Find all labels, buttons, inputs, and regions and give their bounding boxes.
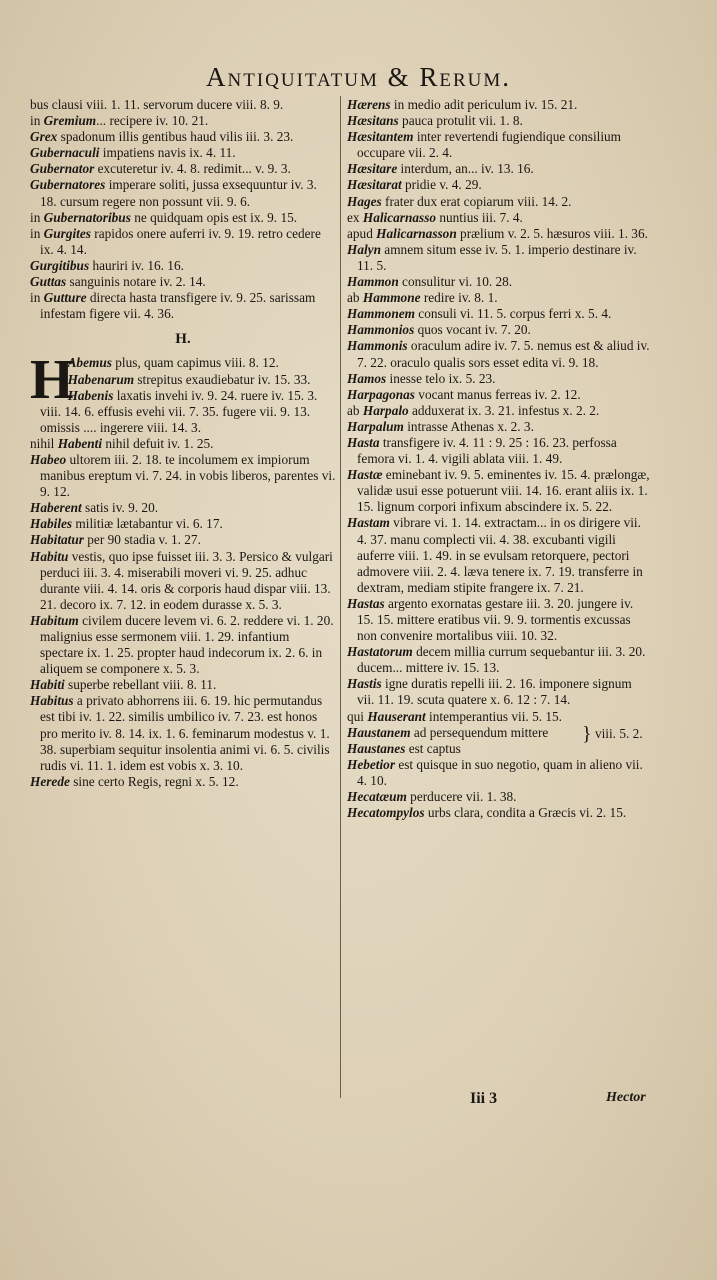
entry-headword: Haustanem [347, 724, 411, 740]
index-entry [347, 290, 651, 306]
entry-text: ultorem iii. 2. 18. te incolumem ex impiorum manibus ereptum vi. 7. 24. in vobis liberos, parentes vi. 9. 12. [40, 451, 336, 500]
index-entry [30, 258, 336, 274]
entry-headword: Hammonios [347, 322, 415, 338]
index-entry [347, 177, 651, 193]
entry-headword: Habeo [30, 451, 67, 467]
index-entry [30, 516, 336, 532]
index-entry [347, 338, 651, 370]
drop-cap-initial: H [30, 349, 74, 412]
entry-headword: Hammonem [347, 306, 415, 322]
entry-text: ... recipere iv. 10. 21. [96, 113, 209, 129]
entry-headword: Hæsitarat [347, 177, 402, 193]
index-entry [30, 355, 336, 371]
index-entry [30, 452, 336, 500]
entry-text: consuli vi. 11. 5. corpus ferri x. 5. 4. [414, 306, 612, 322]
entry-headword: Habenarum [67, 371, 135, 387]
entry-text: inter revertendi fugiendique consilium occupare vii. 2. 4. [357, 129, 622, 161]
catchword: Hector [606, 1090, 646, 1105]
index-entry [347, 676, 651, 708]
index-entry [30, 274, 336, 290]
entry-headword: Gremium [43, 113, 97, 129]
index-entry [347, 226, 651, 242]
entry-text: oraculum adire iv. 7. 5. nemus est & aliud iv. 7. 22. oraculo qualis sors esset edita vi. 9. 18. [357, 338, 650, 370]
entry-text: ne quidquam opis est ix. 9. 15. [130, 209, 298, 225]
entry-headword: Hastam [347, 515, 390, 531]
index-entry [347, 644, 651, 676]
entry-headword: Hastæ [347, 467, 383, 483]
entry-headword: Habitum [30, 612, 79, 628]
brace-reference: viii. 5. 2. [594, 725, 643, 741]
entry-prefix: nihil [30, 435, 58, 451]
index-entry [347, 387, 651, 403]
entry-text: intemperantius vii. 5. 15. [425, 708, 562, 724]
entry-headword: Hastas [347, 595, 385, 611]
entry-text: inesse telo ix. 5. 23. [386, 370, 496, 386]
entry-prefix: ex [347, 209, 363, 225]
entry-headword: Hæsitans [347, 113, 399, 129]
entry-text: transfigere iv. 4. 11 : 9. 25 : 16. 23. perfossa femora vi. 1. 4. vigili ablata viii. 1. 49. [357, 434, 617, 467]
entry-headword: Grex [30, 129, 58, 145]
index-entry [347, 741, 572, 757]
entry-prefix: in [30, 113, 44, 129]
entry-text: nuntius iii. 7. 4. [436, 209, 523, 225]
entry-prefix: in [30, 209, 44, 225]
index-entry [347, 403, 651, 419]
entry-text: per 90 stadia v. 1. 27. [83, 532, 201, 548]
entry-headword: Halyn [347, 241, 381, 257]
entry-headword: Hauserant [367, 708, 426, 724]
index-entry [347, 435, 651, 467]
entry-text: civilem ducere levem vi. 6. 2. reddere vi. 1. 20. malignius esse sermonem viii. 1. 29. infantium spectare ix. 1. 25. propter haud indecorum ix. 2. 6. in aliquem se componere x. 5. 3. [40, 612, 334, 677]
entry-text: sine certo Regis, regni x. 5. 12. [69, 773, 239, 789]
entry-text: intrasse Athenas x. 2. 3. [403, 418, 534, 434]
entry-text: bus clausi viii. 1. 11. servorum ducere viii. 8. 9. [30, 97, 284, 112]
entry-headword: Halicarnasso [362, 209, 437, 225]
entry-headword: Hecatæum [347, 789, 407, 805]
left-entries-h [30, 349, 336, 790]
entry-prefix: in [30, 225, 44, 241]
entry-text: militiæ lætabantur vi. 6. 17. [72, 516, 223, 532]
entry-text: nihil defuit iv. 1. 25. [102, 435, 214, 451]
entry-text: in medio adit periculum iv. 15. 21. [390, 97, 578, 112]
entry-headword: Habenis [67, 387, 114, 403]
entry-headword: Hebetior [347, 756, 396, 772]
entry-text: quos vocant iv. 7. 20. [414, 322, 531, 338]
index-entry [347, 274, 651, 290]
entry-headword: Gubernatores [30, 177, 106, 193]
index-entry [347, 371, 651, 387]
index-entry [30, 677, 336, 693]
entry-text: pauca protulit vii. 1. 8. [398, 113, 523, 129]
index-entry [347, 757, 651, 789]
entry-text: plus, quam capimus viii. 8. 12. [111, 355, 279, 371]
entry-text: a privato abhorrens iii. 6. 19. hic permutandus est tibi iv. 1. 22. similis umbilico iv. 7. 23. est honos pro merito iv. 8. 14. ix. 1. 6. feminarum modestus v. 1. 38. superbiam sequitur insolentia animi vi. 6. 5. civilis rudis vi. 11. 1. idem est vobis x. 3. 10. [40, 693, 330, 773]
entry-text: interdum, an... iv. 13. 16. [397, 161, 534, 177]
index-entry [347, 210, 651, 226]
entry-prefix: ab [347, 290, 363, 306]
entry-headword: Hasta [347, 434, 380, 450]
entry-text: rapidos onere auferri iv. 9. 19. retro cedere ix. 4. 14. [40, 225, 321, 257]
entry-headword: Hamos [347, 370, 387, 386]
entry-text: vibrare vi. 1. 14. extractam... in os dirigere vii. 4. 37. manu complecti vii. 4. 38. excubanti vigili auferre viii. 1. 49. in se evulsam retorquere, pectori admovere viii. 2. 4. læva tenere ix. 7. 19. transferre in dextram, mediam stipite frangere ix. 7. 21. [357, 515, 643, 595]
index-entry [30, 532, 336, 548]
index-entry [347, 161, 651, 177]
entry-text: frater dux erat copiarum viii. 14. 2. [381, 193, 572, 209]
entry-text: igne duratis repelli iii. 2. 16. imponere signum vii. 11. 19. scuta quatere x. 6. 12 : 7. 14. [357, 676, 632, 708]
index-entry [347, 129, 651, 161]
index-entry [30, 113, 336, 129]
entry-headword: Gubernator [30, 161, 95, 177]
entry-headword: Hammone [362, 290, 421, 306]
index-entry [30, 549, 336, 613]
brace-icon: } [582, 722, 592, 745]
entry-text: directa hasta transfigere iv. 9. 25. sarissam infestam figere vii. 4. 36. [40, 290, 316, 322]
entry-headword: Gubernatoribus [43, 209, 131, 225]
entry-headword: Hammon [347, 274, 399, 290]
entry-text: sanguinis notare iv. 2. 14. [66, 274, 206, 290]
entry-headword: Habitu [30, 548, 69, 564]
entry-headword: Hastatorum [347, 644, 413, 660]
entry-text: est quisque in suo negotio, quam in alieno vii. 4. 10. [357, 756, 643, 788]
entry-prefix: ab [347, 402, 363, 418]
entry-headword: Harpalum [347, 418, 404, 434]
entry-headword: Herede [30, 773, 70, 789]
entry-text: decem millia currum sequebantur iii. 3. 20. ducem... mittere iv. 15. 13. [357, 644, 646, 676]
index-entry [30, 372, 336, 388]
entry-headword: Habiti [30, 677, 65, 693]
index-entry [30, 613, 336, 677]
entry-text: urbs clara, condita a Græcis vi. 2. 15. [424, 805, 627, 821]
entry-text: redire iv. 8. 1. [420, 290, 498, 306]
entry-headword: Habiles [30, 516, 73, 532]
entry-text: argento exornatas gestare iii. 3. 20. jungere iv. 15. 15. mittere eratibus vii. 9. 9. tormentis excussas non convenire mortalibus viii. 10. 32. [357, 595, 634, 644]
entry-text: hauriri iv. 16. 16. [89, 257, 184, 273]
right-column [347, 97, 651, 821]
index-entry [30, 436, 336, 452]
entry-headword: Gurgites [43, 225, 91, 241]
entry-text: perducere vii. 1. 38. [406, 789, 517, 805]
index-entry [347, 113, 651, 129]
entry-headword: Hecatompylos [347, 805, 425, 821]
entry-text: impatiens navis ix. 4. 11. [99, 145, 236, 161]
index-entry [347, 515, 651, 595]
entry-headword: Habitus [30, 693, 74, 709]
left-entries-g [30, 97, 336, 322]
index-entry [30, 97, 336, 113]
column-divider [340, 96, 341, 1098]
entry-text: imperare soliti, jussa exsequuntur iv. 3. 18. cursum regere non possunt vii. 9. 6. [40, 177, 317, 209]
index-entry [30, 693, 336, 773]
entry-headword: Hæsitantem [347, 129, 414, 145]
entry-headword: Harpalo [362, 402, 409, 418]
entry-headword: Gutture [43, 290, 87, 306]
entry-text: excuteretur iv. 4. 8. redimit... v. 9. 3. [94, 161, 291, 177]
entry-headword: Hastis [347, 676, 382, 692]
entry-headword: Hæsitare [347, 161, 398, 177]
entry-text: consulitur vi. 10. 28. [398, 274, 513, 290]
index-entry [30, 774, 336, 790]
brace-group [347, 722, 651, 757]
entry-headword: Hages [347, 193, 382, 209]
section-letter: H. [175, 331, 191, 348]
entry-text: est captus [405, 740, 461, 756]
index-entry [347, 596, 651, 644]
running-header: Antiquitatum & Rerum. [206, 62, 511, 92]
index-entry [30, 129, 336, 145]
entry-text: superbe rebellant viii. 8. 11. [64, 677, 217, 693]
entry-text: amnem situm esse iv. 5. 1. imperio destinare iv. 11. 5. [357, 241, 637, 273]
index-entry [347, 97, 651, 113]
entry-headword: Habitatur [30, 532, 84, 548]
entry-text: vocant manus ferreas iv. 2. 12. [414, 386, 581, 402]
entry-text: strepitus exaudiebatur iv. 15. 33. [134, 371, 311, 387]
index-entry [347, 805, 651, 821]
entry-text: eminebant iv. 9. 5. eminentes iv. 15. 4. prælongæ, validæ usui esse potuerunt viii. 14. 16. erant aliis ix. 1. 15. lignum corpori infixum abscindere ix. 5. 22. [357, 467, 650, 515]
index-entry [30, 177, 336, 209]
entry-text: laxatis invehi iv. 9. 24. ruere iv. 15. 3. viii. 14. 6. effusis evehi vii. 7. 35. fugere vii. 9. 13. omissis .... ingerere viii. 14. 3. [40, 387, 318, 435]
index-entry [347, 242, 651, 274]
entry-text: pridie v. 4. 29. [401, 177, 482, 193]
index-entry [30, 210, 336, 226]
entry-text: satis iv. 9. 20. [81, 500, 159, 516]
index-entry [347, 419, 651, 435]
signature-mark: Iii 3 [470, 1090, 498, 1107]
entry-headword: Guttas [30, 274, 67, 290]
entry-headword: Haustanes [347, 740, 406, 756]
entry-headword: Hammonis [347, 338, 408, 354]
index-entry [30, 145, 336, 161]
entry-text: vestis, quo ipse fuisset iii. 3. 3. Persico & vulgari perduci iii. 3. 4. miserabili moveri vi. 9. 25. adhuc durante viii. 4. 14. oris & corporis haud dispar viii. 13. 21. decoro ix. 7. 12. in eodem durasse x. 5. 3. [40, 548, 333, 612]
index-entry [30, 500, 336, 516]
entry-text: adduxerat ix. 3. 21. infestus x. 2. 2. [408, 402, 600, 418]
index-entry [30, 388, 336, 436]
entry-headword: Haberent [30, 500, 82, 516]
entry-prefix: in [30, 290, 44, 306]
index-entry [347, 725, 572, 741]
entry-text: prælium v. 2. 5. hæsuros viii. 1. 36. [456, 225, 648, 241]
index-entry [30, 226, 336, 258]
index-entry [347, 709, 651, 725]
index-entry [347, 194, 651, 210]
entry-headword: Gurgitibus [30, 257, 90, 273]
index-entry [347, 467, 651, 515]
entry-headword: Hærens [347, 97, 391, 112]
index-entry [347, 789, 651, 805]
entry-text: spadonum illis gentibus haud vilis iii. 3. 23. [57, 129, 294, 145]
index-entry [347, 306, 651, 322]
entry-headword: Habenti [57, 435, 103, 451]
entry-headword: Harpagonas [347, 386, 415, 402]
entry-headword: Halicarnasson [376, 225, 457, 241]
index-entry [347, 322, 651, 338]
index-entry [30, 161, 336, 177]
entry-prefix: qui [347, 708, 368, 724]
left-column [30, 97, 336, 790]
index-entry [30, 290, 336, 322]
right-entries [347, 97, 651, 725]
entry-headword: Gubernaculi [30, 145, 100, 161]
entry-headword: Abemus [67, 355, 112, 371]
entry-text: ad persequendum mittere [410, 724, 549, 740]
entry-prefix: apud [347, 225, 377, 241]
